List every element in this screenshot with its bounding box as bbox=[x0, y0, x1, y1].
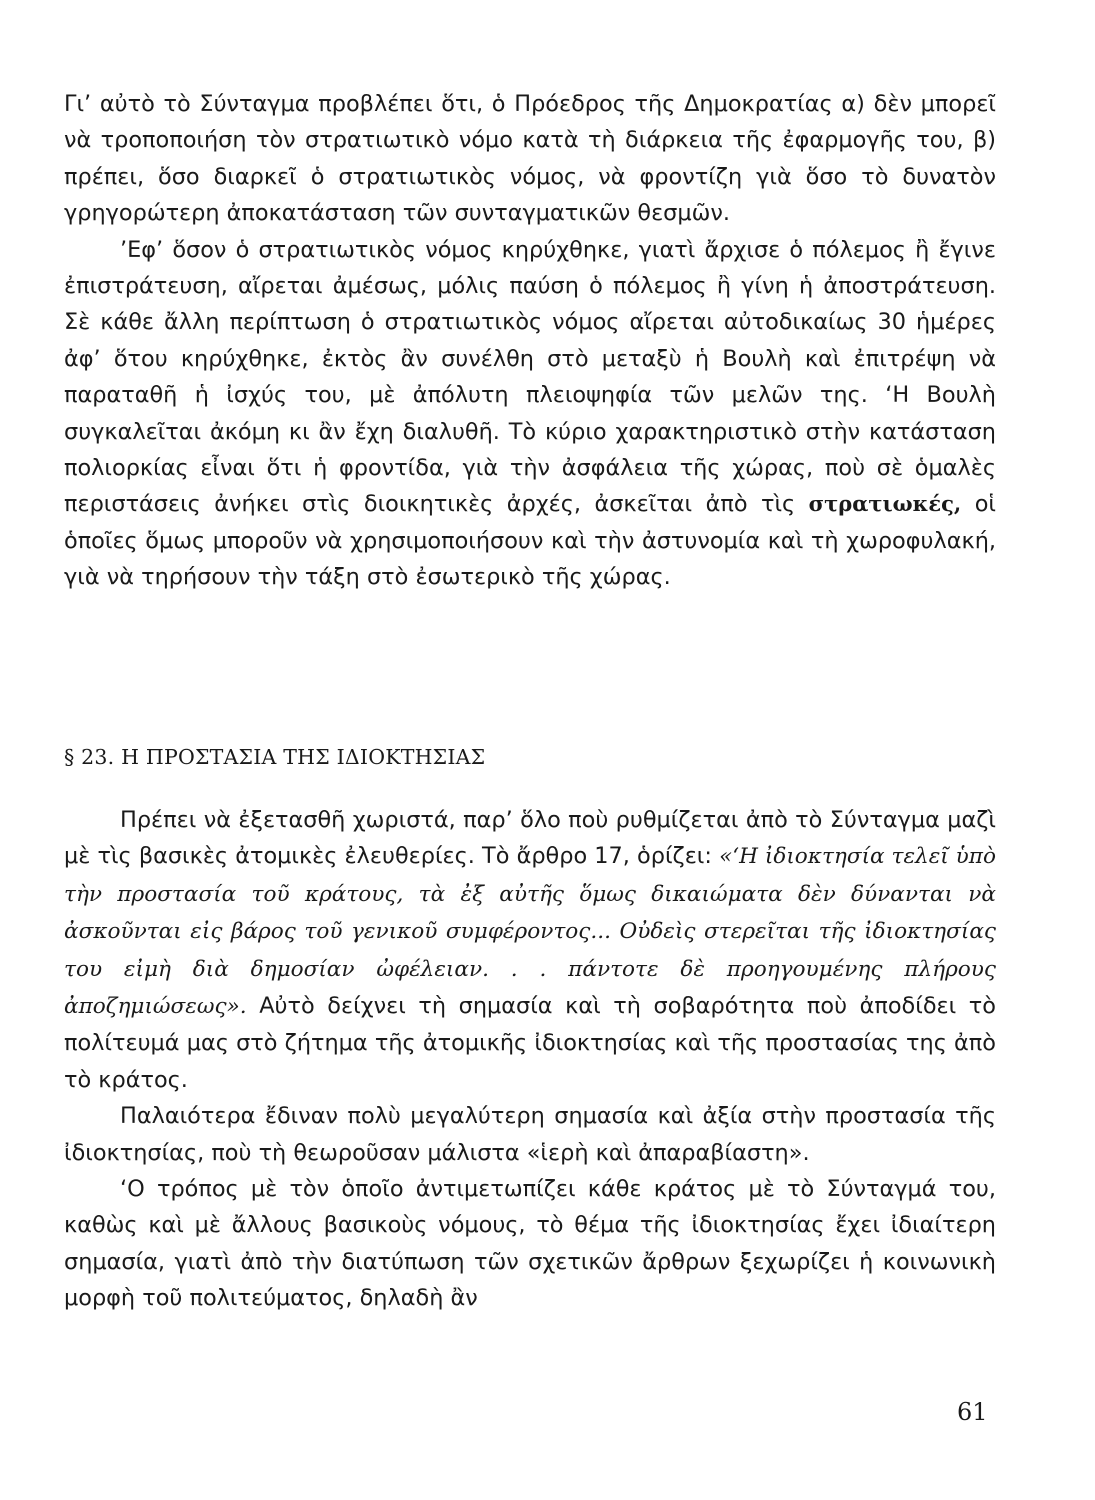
paragraph-state-approach: ‘Ο τρόπος μὲ τὸν ὁποῖο ἀντιμετωπίζει κάθε κράτος μὲ τὸ Σύνταγμά του, καθὼς καὶ μὲ ἄλλους βασικοὺς νόμους, τὸ θέμα τῆς ἰδιοκτησίας ἔχει ἰδιαίτερη σημασία, γιατὶ ἀπὸ τὴν διατύπωση τῶν σχετικῶν ἄρθρων ξεχωρίζει ἡ κοινωνικὴ μορφὴ τοῦ πολιτεύματος, δηλαδὴ ἂν bbox=[64, 1176, 996, 1312]
paragraph-lifting-martial-law bbox=[64, 232, 996, 596]
paragraph-article-intro: Πρέπει νὰ ἐξετασθῆ χωριστά, παρ’ ὅλο ποὺ ρυθμίζεται ἀπὸ τὸ Σύνταγμα μαζὶ μὲ τὶς βασικὲς ἀτομικὲς ἐλευθερίες. Τὸ ἄρθρο 17, ὁρίζει: bbox=[64, 807, 996, 870]
paragraph-historical-view: Παλαιότερα ἔδιναν πολὺ μεγαλύτερη σημασία καὶ ἀξία στὴν προστασία τῆς ἰδιοκτησίας, ποὺ τὴ θεωροῦσαν μάλιστα «ἱερὴ καὶ ἀπαραβίαστη». bbox=[64, 1103, 996, 1166]
paragraph-text-after-bold: οἱ ὁποῖες ὅμως μποροῦν νὰ χρησιμοποιήσουν καὶ τὴν ἀστυνομία καὶ τὴ χωροφυλακή, γιὰ νὰ τηρήσουν τὴν τάξη στὸ ἐσωτερικὸ τῆς χώρας. bbox=[64, 491, 996, 591]
section-heading: § 23. Η ΠΡΟΣΤΑΣΙΑ ΤΗΣ ΙΔΙΟΚΤΗΣΙΑΣ bbox=[64, 745, 486, 769]
article-17-quote: «‘Η ἰδιοκτησία τελεῖ ὑπὸ τὴν προστασία τοῦ κράτους, τὰ ἐξ αὐτῆς ὅμως δικαιώματα δὲν δύνανται νὰ ἀσκοῦνται εἰς βάρος τοῦ γενικοῦ συμφέροντος... Οὐδεὶς στερεῖται τῆς ἰδιοκτησίας του εἰμὴ διὰ δημοσίαν ὠφέλειαν. . . πάντοτε δὲ προηγουμένης πλήρους ἀποζημιώσεως». bbox=[64, 844, 996, 1020]
paragraph-article-17 bbox=[64, 802, 996, 1098]
page-number: 61 bbox=[957, 1398, 988, 1426]
text-block-property-protection bbox=[64, 802, 996, 1317]
text-block-martial-law bbox=[64, 86, 996, 596]
paragraph-text-before-bold: ’Εφ’ ὅσον ὁ στρατιωτικὸς νόμος κηρύχθηκε, γιατὶ ἄρχισε ὁ πόλεμος ἢ ἔγινε ἐπιστράτευση, αἴρεται ἀμέσως, μόλις παύση ὁ πόλεμος ἢ γίνη ἡ ἀποστράτευση. Σὲ κάθε ἄλλη περίπτωση ὁ στρατιωτικὸς νόμος αἴρεται αὐτοδικαίως 30 ἡμέρες ἀφ’ ὅτου κηρύχθηκε, ἐκτὸς ἂν συνέλθη στὸ μεταξὺ ἡ Βουλὴ καὶ ἐπιτρέψη νὰ παραταθῆ ἡ ἰσχύς του, μὲ ἀπόλυτη πλειοψηφία τῶν μελῶν της. ‘Η Βουλὴ συγκαλεῖται ἀκόμη κι ἂν ἔχη διαλυθῆ. Τὸ κύριο χαρακτηριστικὸ στὴν κατάσταση πολιορκίας εἶναι ὅτι ἡ φροντίδα, γιὰ τὴν ἀσφάλεια τῆς χώρας, ποὺ σὲ ὁμαλὲς περιστάσεις ἀνήκει στὶς διοικητικὲς ἀρχές, ἀσκεῖται ἀπὸ τὶς bbox=[64, 236, 996, 518]
paragraph-constitution-provisions: Γι’ αὐτὸ τὸ Σύνταγμα προβλέπει ὅτι, ὁ Πρόεδρος τῆς Δημοκρατίας α) δὲν μπορεῖ νὰ τροποποιήση τὸν στρατιωτικὸ νόμο κατὰ τὴ διάρκεια τῆς ἐφαρμογῆς του, β) πρέπει, ὅσο διαρκεῖ ὁ στρατιωτικὸς νόμος, νὰ φροντίζη γιὰ ὅσο τὸ δυνατὸν γρηγορώτερη ἀποκατάσταση τῶν συνταγματικῶν θεσμῶν. bbox=[64, 91, 996, 227]
bold-term: στρατιωκές, bbox=[808, 491, 962, 517]
paragraph-article-commentary: Αὐτὸ δείχνει τὴ σημασία καὶ τὴ σοβαρότητα ποὺ ἀποδίδει τὸ πολίτευμά μας στὸ ζήτημα τῆς ἀτομικῆς ἰδιοκτησίας καὶ τῆς προστασίας της ἀπὸ τὸ κράτος. bbox=[64, 993, 996, 1093]
